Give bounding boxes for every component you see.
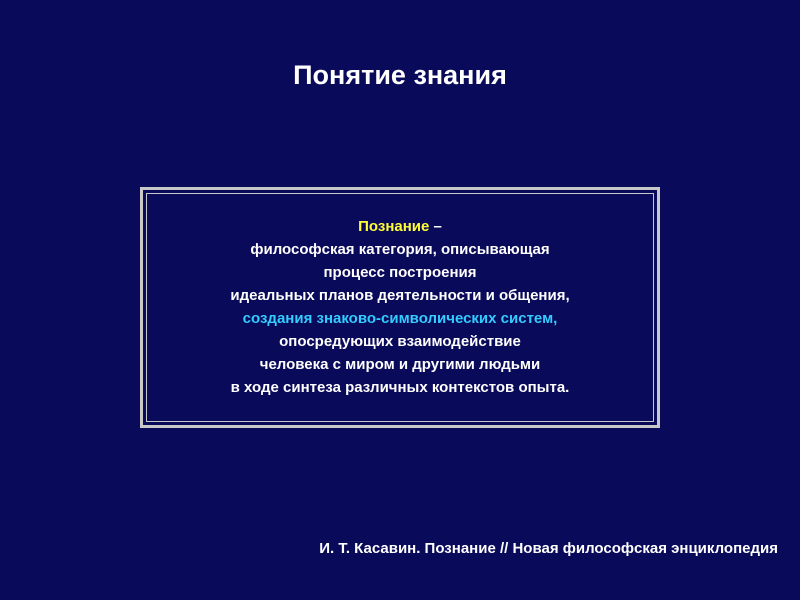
definition-line-3: идеальных планов деятельности и общения,: [230, 287, 570, 304]
definition-term: Познание: [358, 218, 430, 235]
definition-line-4-highlighted: создания знаково-символических систем,: [242, 310, 558, 327]
definition-line-6: человека с миром и другими людьми: [259, 356, 541, 373]
definition-line-7: в ходе синтеза различных контекстов опыта.: [230, 379, 570, 396]
definition-box-inner: [146, 193, 654, 422]
definition-heading: [147, 215, 653, 238]
definition-box: [140, 187, 660, 428]
definition-dash: –: [429, 218, 442, 235]
slide-title: Понятие знания: [293, 60, 507, 90]
definition-line-2: процесс построения: [323, 264, 477, 281]
source-citation: И. Т. Касавин. Познание // Новая философская энциклопедия: [319, 540, 778, 557]
definition-line-5: опосредующих взаимодействие: [279, 333, 521, 350]
definition-line-1: философская категория, описывающая: [250, 241, 550, 258]
